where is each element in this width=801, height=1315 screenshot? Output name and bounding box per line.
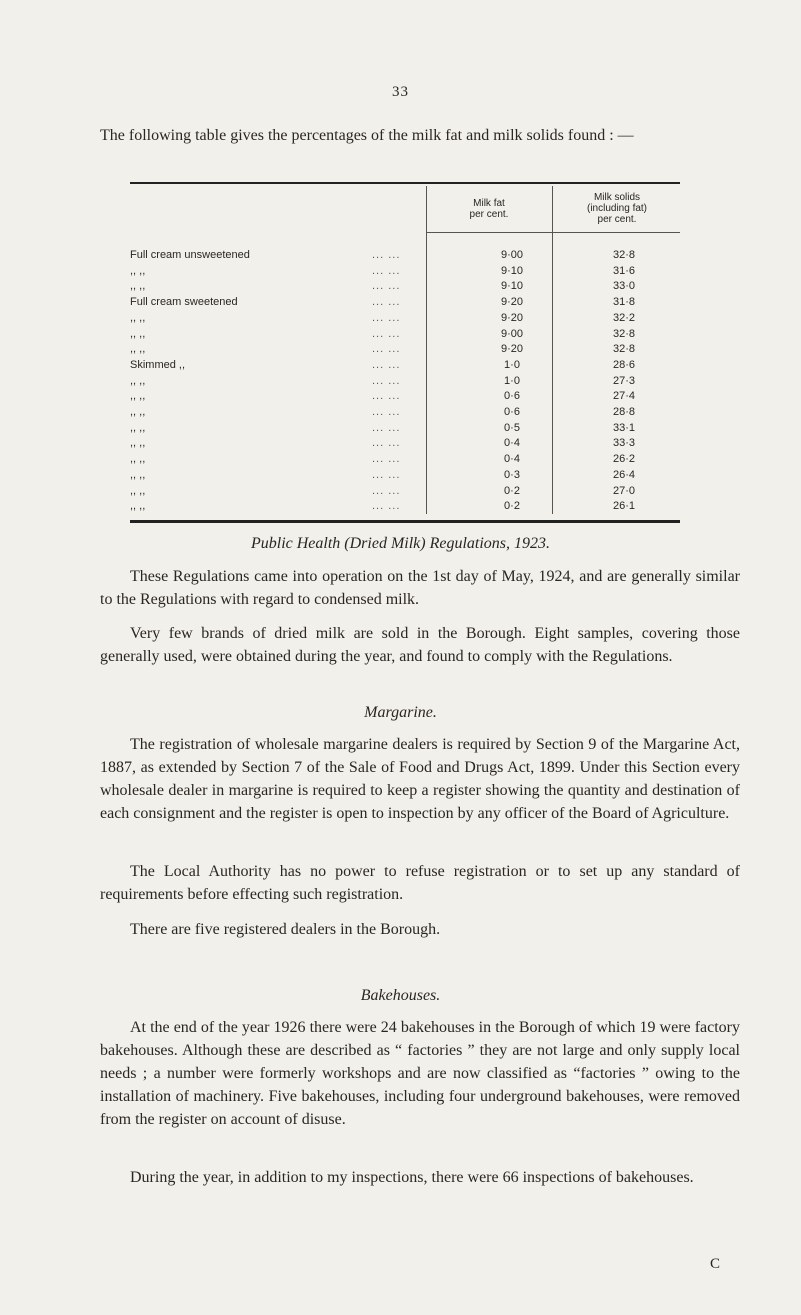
row-leader-dots: ... ... — [372, 249, 401, 261]
row-leader-dots: ... ... — [372, 500, 401, 513]
row-label: ,, ,, — [130, 327, 146, 340]
row-leader-dots: ... ... — [372, 484, 401, 497]
row-leader-dots: ... ... — [372, 390, 401, 403]
margarine-paragraph-1: The registration of wholesale margarine dealers is required by Section 9 of the Margarine Act, 1887, as extended by Section 7 of the Sale of Food and Drugs Act, 1899. Under this Section every wholesale dealer in margarine is required to keep a register showing the quantity and destination of each consignment and the register is open to inspection by any officer of the Board of Agriculture. — [100, 736, 740, 822]
row-milk-fat: 1·0 — [504, 374, 520, 387]
row-milk-solids: 26·1 — [612, 500, 636, 513]
row-label: ,, ,, — [130, 484, 146, 497]
header-milk-solids — [554, 192, 680, 225]
table-top-rule — [130, 182, 680, 184]
row-milk-fat: 0·6 — [504, 390, 520, 403]
row-milk-fat: 9·10 — [500, 280, 524, 293]
row-leader-dots: ... ... — [372, 264, 401, 277]
row-ditto — [262, 264, 372, 280]
row-milk-fat: 0·4 — [504, 453, 520, 466]
row-label: Skimmed ,, — [130, 358, 186, 371]
row-milk-fat: 9·00 — [500, 249, 524, 261]
header-solids-line: per cent. — [597, 214, 637, 225]
table-body — [130, 248, 680, 515]
row-ditto — [262, 295, 372, 311]
row-milk-fat: 9·10 — [500, 264, 524, 277]
milk-analysis-table — [130, 182, 680, 513]
row-milk-solids: 32·8 — [612, 343, 636, 356]
table-row — [130, 452, 680, 468]
row-ditto — [262, 327, 372, 343]
row-ditto — [262, 484, 372, 500]
row-milk-solids: 32·8 — [612, 249, 636, 261]
row-milk-solids: 27·3 — [612, 374, 636, 387]
row-label: ,, ,, — [130, 280, 146, 293]
bakehouses-paragraph-1: At the end of the year 1926 there were 24 bakehouses in the Borough of which 19 were factory bakehouses. Although these are described as “ factories ” they are not large and only supply local needs ; a number were formerly workshops and are now classified as “factories ” owing to the installation of machinery. Five bakehouses, including four underground bakehouses, were removed from the register on account of disuse. — [100, 1019, 740, 1128]
row-milk-solids: 33·3 — [612, 437, 636, 450]
row-milk-fat: 0·6 — [504, 406, 520, 419]
header-solids-line: Milk solids — [593, 192, 641, 203]
row-ditto — [262, 421, 372, 437]
table-row — [130, 295, 680, 311]
row-ditto — [262, 248, 372, 264]
row-ditto — [262, 374, 372, 390]
row-ditto — [262, 342, 372, 358]
row-leader-dots: ... ... — [372, 468, 401, 481]
table-row — [130, 374, 680, 390]
row-milk-solids: 26·4 — [612, 468, 636, 481]
row-label: ,, ,, — [130, 406, 146, 419]
row-milk-fat: 9·20 — [500, 311, 524, 324]
row-milk-fat: 9·00 — [500, 327, 524, 340]
bakehouses-title: Bakehouses. — [360, 987, 441, 1004]
table-row — [130, 358, 680, 374]
row-milk-solids: 31·6 — [612, 264, 636, 277]
row-label: ,, ,, — [130, 437, 146, 450]
table-row — [130, 468, 680, 484]
table-row — [130, 436, 680, 452]
row-milk-solids: 27·4 — [612, 390, 636, 403]
row-milk-fat: 1·0 — [504, 358, 520, 371]
dried-milk-paragraph-2: Very few brands of dried milk are sold in the Borough. Eight samples, covering those generally used, were obtained during the year, and found to comply with the Regulations. — [100, 625, 740, 665]
row-label: Full cream sweetened — [130, 296, 238, 309]
row-milk-fat: 0·5 — [504, 421, 520, 434]
margarine-paragraph-3: There are five registered dealers in the Borough. — [130, 921, 441, 938]
row-milk-solids: 32·8 — [612, 327, 636, 340]
row-ditto — [262, 279, 372, 295]
row-milk-solids: 32·2 — [612, 311, 636, 324]
table-row — [130, 421, 680, 437]
signature-mark: C — [710, 1256, 721, 1272]
row-milk-fat: 0·3 — [504, 468, 520, 481]
header-solids-line: (including fat) — [586, 203, 648, 214]
row-ditto — [262, 358, 372, 374]
row-ditto — [262, 311, 372, 327]
table-bottom-rule — [130, 520, 680, 523]
row-label: ,, ,, — [130, 500, 146, 513]
row-leader-dots: ... ... — [372, 343, 401, 356]
table-row — [130, 405, 680, 421]
row-ditto — [262, 405, 372, 421]
table-row — [130, 499, 680, 515]
row-leader-dots: ... ... — [372, 280, 401, 293]
row-leader-dots: ... ... — [372, 406, 401, 419]
dried-milk-paragraph-1: These Regulations came into operation on the 1st day of May, 1924, and are generally similar to the Regulations with regard to condensed milk. — [100, 568, 740, 608]
row-milk-fat: 0·4 — [504, 437, 520, 450]
row-milk-fat: 0·2 — [504, 500, 520, 513]
table-row — [130, 327, 680, 343]
row-milk-solids: 33·0 — [612, 280, 636, 293]
row-leader-dots: ... ... — [372, 374, 401, 387]
margarine-title: Margarine. — [364, 704, 437, 721]
row-milk-fat: 9·20 — [500, 296, 524, 309]
row-milk-solids: 28·8 — [612, 406, 636, 419]
table-row — [130, 389, 680, 405]
row-ditto — [262, 452, 372, 468]
row-leader-dots: ... ... — [372, 358, 401, 371]
dried-milk-title: Public Health (Dried Milk) Regulations, 1923. — [250, 535, 551, 552]
row-milk-solids: 33·1 — [612, 421, 636, 434]
bakehouses-paragraph-2: During the year, in addition to my inspections, there were 66 inspections of bakehouses. — [130, 1169, 694, 1186]
row-leader-dots: ... ... — [372, 421, 401, 434]
row-label: ,, ,, — [130, 453, 146, 466]
row-leader-dots: ... ... — [372, 453, 401, 466]
row-leader-dots: ... ... — [372, 311, 401, 324]
header-rule — [426, 232, 680, 233]
row-label: ,, ,, — [130, 421, 146, 434]
margarine-paragraph-2: The Local Authority has no power to refuse registration or to set up any standard of requirements before effecting such registration. — [100, 863, 740, 903]
row-leader-dots: ... ... — [372, 296, 401, 309]
row-milk-fat: 0·2 — [504, 484, 520, 497]
table-row — [130, 279, 680, 295]
intro-paragraph: The following table gives the percentages of the milk fat and milk solids found : — — [100, 127, 634, 144]
row-ditto — [262, 499, 372, 515]
row-milk-fat: 9·20 — [500, 343, 524, 356]
row-leader-dots: ... ... — [372, 437, 401, 450]
header-fat-line: per cent. — [469, 209, 509, 220]
table-row — [130, 248, 680, 264]
header-milk-fat — [428, 198, 550, 220]
row-label: Full cream unsweetened — [130, 249, 250, 261]
row-milk-solids: 28·6 — [612, 358, 636, 371]
table-row — [130, 484, 680, 500]
row-label: ,, ,, — [130, 311, 146, 324]
page-number: 33 — [392, 84, 409, 100]
row-leader-dots: ... ... — [372, 327, 401, 340]
row-milk-solids: 26·2 — [612, 453, 636, 466]
row-label: ,, ,, — [130, 374, 146, 387]
row-milk-solids: 31·8 — [612, 296, 636, 309]
row-ditto — [262, 389, 372, 405]
table-row — [130, 311, 680, 327]
row-label: ,, ,, — [130, 468, 146, 481]
row-ditto — [262, 436, 372, 452]
row-ditto — [262, 468, 372, 484]
table-row — [130, 264, 680, 280]
row-label: ,, ,, — [130, 264, 146, 277]
row-milk-solids: 27·0 — [612, 484, 636, 497]
table-row — [130, 342, 680, 358]
row-label: ,, ,, — [130, 390, 146, 403]
row-label: ,, ,, — [130, 343, 146, 356]
header-fat-line: Milk fat — [473, 198, 505, 209]
